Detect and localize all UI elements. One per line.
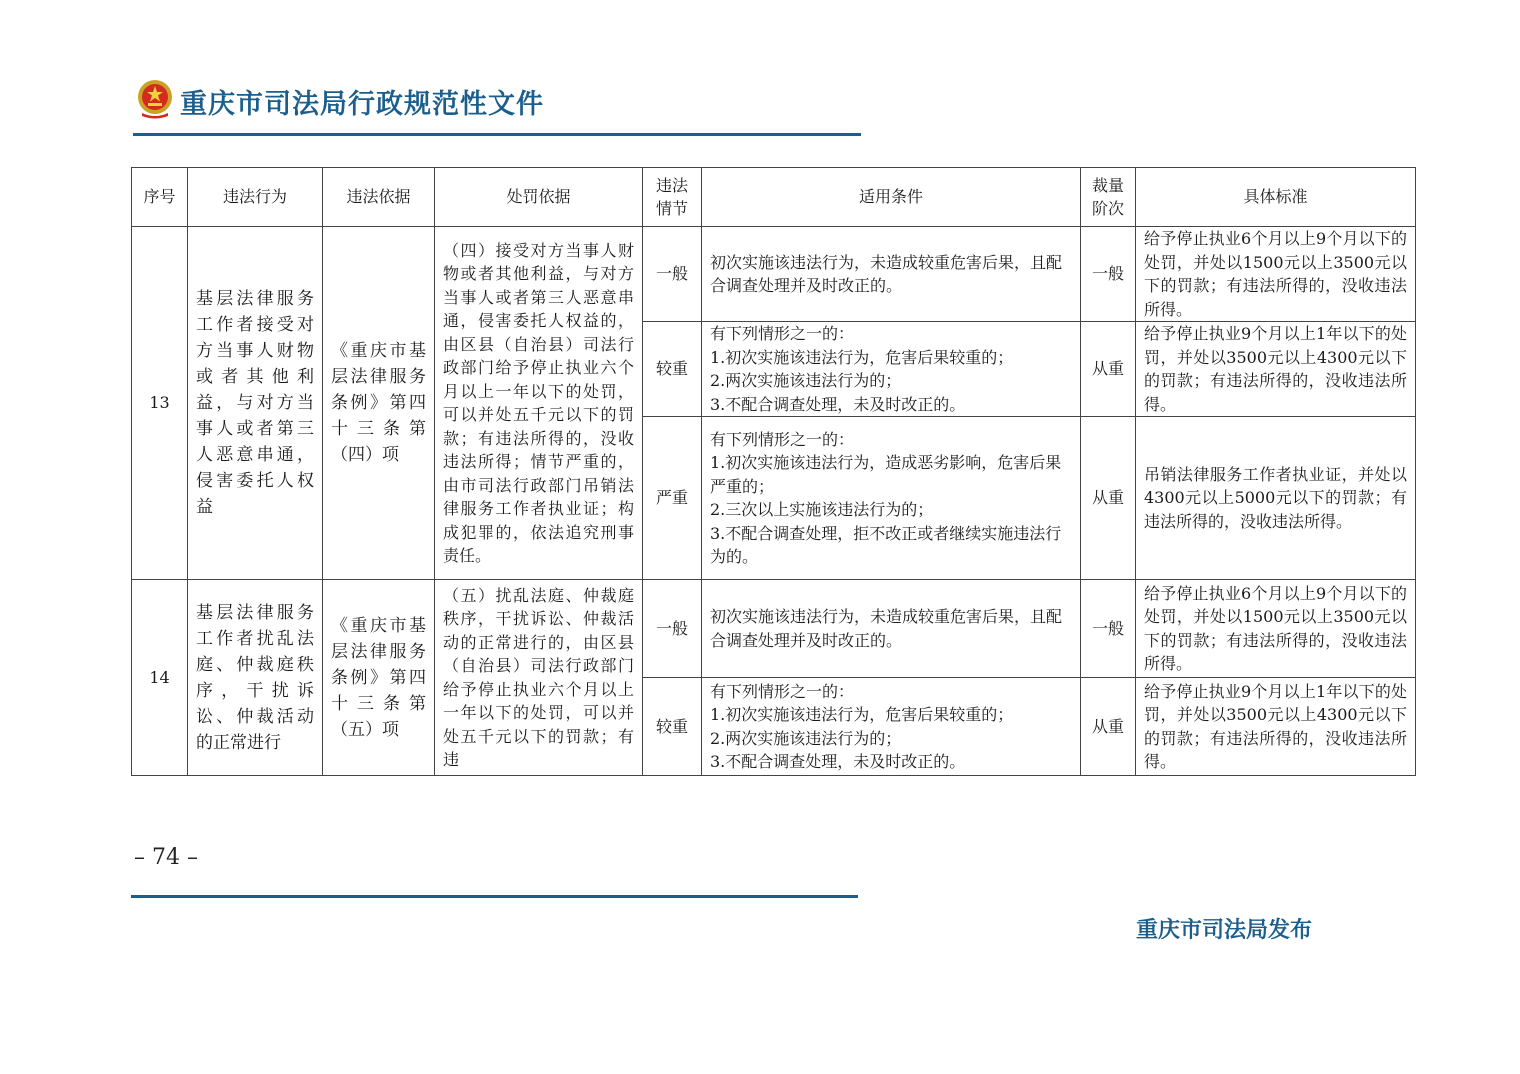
penalty-basis-cell: （四）接受对方当事人财物或者其他利益，与对方当事人或者第三人恶意串通，侵害委托人权益的，由区县（自治县）司法行政部门给予停止执业六个月以上一年以下的处罚，可以并处五千元以下的罚款；有违法所得的，没收违法所得；情节严重的，由市司法行政部门吊销法律服务工作者执业证；构成犯罪的，依法追究刑事责任。 [435,227,643,580]
standard-cell: 给予停止执业9个月以上1年以下的处罚，并处以3500元以上4300元以下的罚款；有违法所得的，没收违法所得。 [1136,678,1416,776]
publisher-label: 重庆市司法局发布 [1136,918,1313,943]
standard-cell: 给予停止执业6个月以上9个月以下的处罚，并处以1500元以上3500元以下的罚款；有违法所得的，没收违法所得。 [1136,580,1416,678]
header-divider [133,133,861,136]
condition-cell: 有下列情形之一的： 1.初次实施该违法行为，造成恶劣影响，危害后果严重的； 2.三次以上实施该违法行为的； 3.不配合调查处理，拒不改正或者继续实施违法行为的。 [702,417,1081,580]
national-emblem-icon [136,79,174,119]
table-row [132,580,1416,678]
row-number: 13 [132,227,188,580]
column-header-standard: 具体标准 [1136,168,1416,227]
legal-basis-cell: 《重庆市基层法律服务条例》第四十三条第（五）项 [323,580,435,776]
column-header-severity: 违法 情节 [643,168,702,227]
condition-cell: 有下列情形之一的： 1.初次实施该违法行为，危害后果较重的； 2.两次实施该违法行为的； 3.不配合调查处理，未及时改正的。 [702,678,1081,776]
severity-cell: 一般 [643,227,702,322]
table-row [132,227,1416,322]
stage-cell: 从重 [1081,678,1136,776]
column-header-no: 序号 [132,168,188,227]
penalty-basis-cell: （五）扰乱法庭、仲裁庭秩序，干扰诉讼、仲裁活动的正常进行的，由区县（自治县）司法行政部门给予停止执业六个月以上一年以下的处罚，可以并处五千元以下的罚款；有违 [435,580,643,776]
stage-cell: 从重 [1081,417,1136,580]
stage-cell: 从重 [1081,322,1136,417]
severity-cell: 严重 [643,417,702,580]
column-header-basis: 违法依据 [323,168,435,227]
footer-divider [131,895,858,898]
stage-cell: 一般 [1081,580,1136,678]
column-header-condition: 适用条件 [702,168,1081,227]
severity-cell: 较重 [643,322,702,417]
stage-cell: 一般 [1081,227,1136,322]
violation-cell: 基层法律服务工作者接受对方当事人财物或者其他利益，与对方当事人或者第三人恶意串通，侵害委托人权益 [188,227,323,580]
column-header-stage: 裁量 阶次 [1081,168,1136,227]
standard-cell: 给予停止执业9个月以上1年以下的处罚，并处以3500元以上4300元以下的罚款；有违法所得的，没收违法所得。 [1136,322,1416,417]
page-title: 重庆市司法局行政规范性文件 [180,89,544,120]
condition-cell: 初次实施该违法行为，未造成较重危害后果，且配合调查处理并及时改正的。 [702,580,1081,678]
condition-cell: 有下列情形之一的： 1.初次实施该违法行为，危害后果较重的； 2.两次实施该违法行为的； 3.不配合调查处理，未及时改正的。 [702,322,1081,417]
column-header-violation: 违法行为 [188,168,323,227]
penalty-discretion-table [131,167,1416,776]
legal-basis-cell: 《重庆市基层法律服务条例》第四十三条第（四）项 [323,227,435,580]
standard-cell: 吊销法律服务工作者执业证，并处以4300元以上5000元以下的罚款；有违法所得的，没收违法所得。 [1136,417,1416,580]
severity-cell: 较重 [643,678,702,776]
table-header-row [132,168,1416,227]
violation-cell: 基层法律服务工作者扰乱法庭、仲裁庭秩序，干扰诉讼、仲裁活动的正常进行 [188,580,323,776]
standard-cell: 给予停止执业6个月以上9个月以下的处罚，并处以1500元以上3500元以下的罚款；有违法所得的，没收违法所得。 [1136,227,1416,322]
column-header-penalty-basis: 处罚依据 [435,168,643,227]
row-number: 14 [132,580,188,776]
condition-cell: 初次实施该违法行为，未造成较重危害后果，且配合调查处理并及时改正的。 [702,227,1081,322]
page-number: – 74 – [134,845,198,870]
severity-cell: 一般 [643,580,702,678]
